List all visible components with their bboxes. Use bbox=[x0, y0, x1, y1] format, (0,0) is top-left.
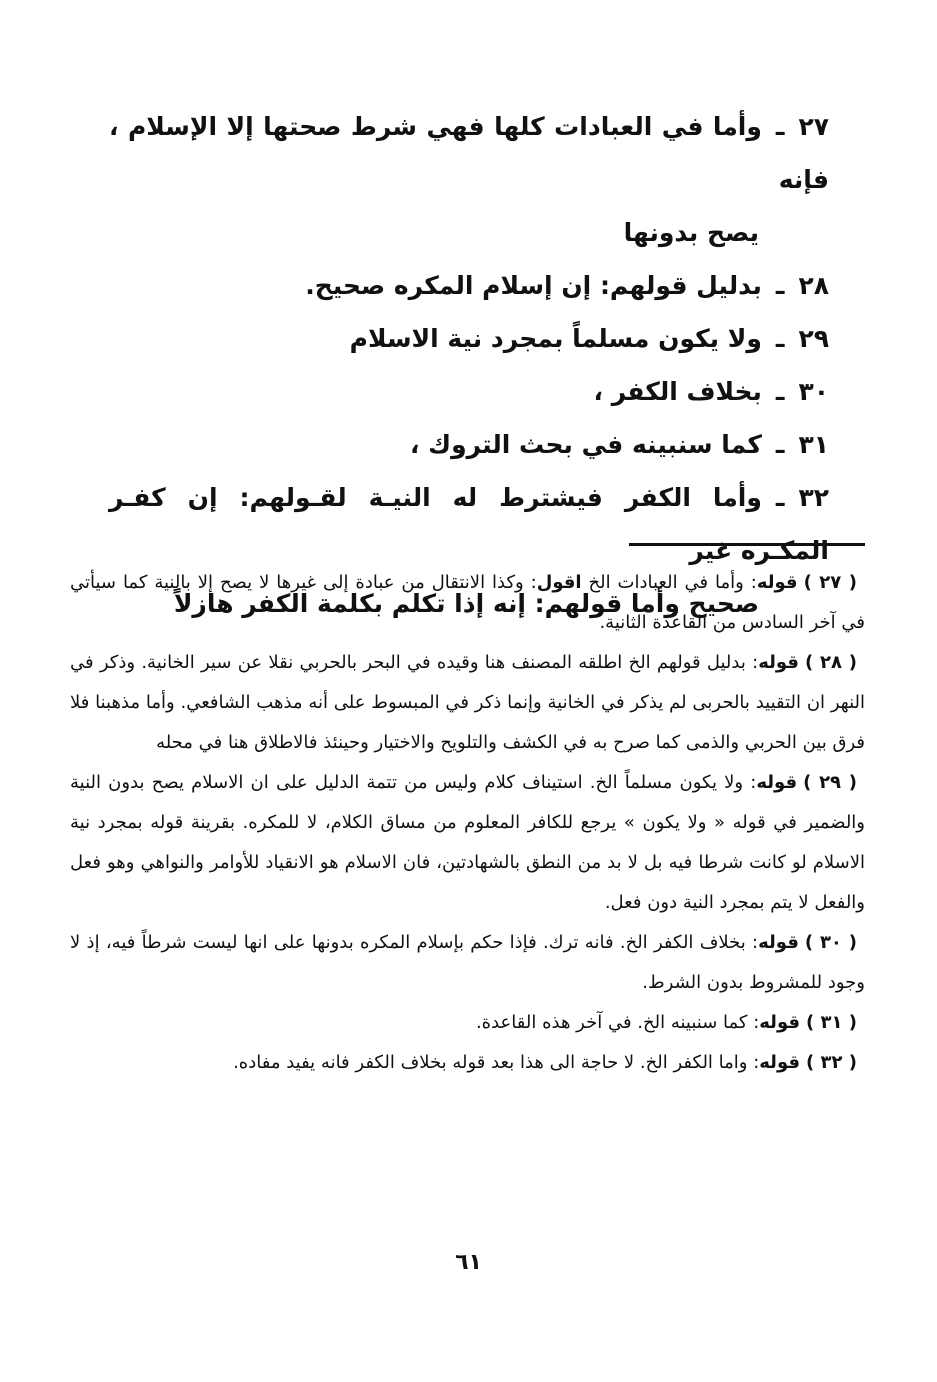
footnote-text: : كما سنبينه الخ. في آخر هذه القاعدة. bbox=[475, 1012, 760, 1033]
footnote-keyword: قوله bbox=[758, 932, 799, 953]
footnote-keyword: قوله bbox=[759, 1052, 801, 1073]
footnote-keyword: قوله bbox=[756, 572, 798, 593]
item-text: بخلاف الكفر ، bbox=[593, 377, 762, 406]
item-number: ٣٠ bbox=[798, 377, 829, 406]
footnotes bbox=[70, 563, 865, 1083]
item-number: ٢٧ bbox=[798, 112, 829, 141]
footnote-text: : وأما في العبادات الخ bbox=[581, 572, 757, 593]
item-dash: ـ bbox=[775, 483, 785, 512]
item-continuation: يصح بدونها bbox=[623, 218, 759, 247]
footnote-keyword: قوله bbox=[758, 652, 799, 673]
footnote-number: ( ٣٠ ) bbox=[804, 932, 857, 953]
item-dash: ـ bbox=[775, 377, 785, 406]
footnote-number: ( ٢٩ ) bbox=[803, 772, 857, 793]
item-dash: ـ bbox=[775, 430, 785, 459]
item-number: ٢٩ bbox=[798, 324, 829, 353]
main-item-30 bbox=[109, 365, 829, 418]
footnote-32 bbox=[70, 1043, 865, 1083]
main-item-31 bbox=[109, 418, 829, 471]
footnote-text: : واما الكفر الخ. لا حاجة الى هذا بعد قوله بخلاف الكفر فانه يفيد مفاده. bbox=[233, 1052, 760, 1073]
footnote-number: ( ٢٧ ) bbox=[803, 572, 857, 593]
item-number: ٣٢ bbox=[798, 483, 829, 512]
footnote-number: ( ٣١ ) bbox=[806, 1012, 857, 1033]
footnote-number: ( ٣٢ ) bbox=[806, 1052, 857, 1073]
footnote-31 bbox=[70, 1003, 865, 1043]
item-number: ٢٨ bbox=[798, 271, 829, 300]
item-continuation: صحيح وأما قولهم: إنه إذا تكلم بكلمة الكفر هازلاً bbox=[173, 589, 759, 618]
item-dash: ـ bbox=[775, 324, 785, 353]
footnote-27 bbox=[70, 563, 865, 643]
main-item-27 bbox=[109, 100, 829, 259]
footnote-number: ( ٢٨ ) bbox=[804, 652, 857, 673]
footnote-text-2: : وكذا الانتقال من عبادة إلى غيرها لا يصح إلا بالنية كما سيأتي في آخر السادس من القاعدة الثانية. bbox=[70, 572, 865, 633]
footnote-text: : ولا يكون مسلماً الخ. استيناف كلام وليس من تتمة الدليل على ان الاسلام يصح بدون النية والضمير في قوله « ولا يكون » يرجع للكافر المعلوم من مساق الكلام، لا للمكره. بقرينة قوله بمجرد نية الاسلام لو كانت شرطا فيه بل لا بد من النطق بالشهادتين، فان الاسلام هو الانقياد للأوامر والنواهي وهو فعل والفعل لا يتم بمجرد النية دون فعل. bbox=[70, 772, 865, 913]
item-text: كما سنبينه في بحث التروك ، bbox=[409, 430, 762, 459]
item-text: وأما الكفر فيشترط له النيـة لقـولهم: إن كفـر المكـره غير bbox=[109, 483, 829, 565]
footnote-29 bbox=[70, 763, 865, 923]
footnote-text: : بخلاف الكفر الخ. فانه ترك. فإذا حكم بإسلام المكره بدونها على انها ليست شرطاً فيه، إذ لا وجود للمشروط بدون الشرط. bbox=[70, 932, 865, 993]
footnote-keyword: قوله bbox=[756, 772, 798, 793]
item-dash: ـ bbox=[775, 112, 785, 141]
main-text bbox=[109, 100, 829, 630]
page-number: ٦١ bbox=[455, 1250, 482, 1275]
footnote-30 bbox=[70, 923, 865, 1003]
footnote-text: : بدليل قولهم الخ اطلقه المصنف هنا وقيده في البحر بالحربي نقلا عن سير الخانية. وذكر في النهر ان التقييد بالحربى لم يذكر في الخانية وإنما ذكر في المبسوط على أنه مذهب الشافعي. وأما مذهبنا فلا فرق بين الحربي والذمى كما صرح به في الكشف والتلويح والاختيار وحينئذ فالاطلاق هنا في محله bbox=[70, 652, 865, 753]
item-text: ولا يكون مسلماً بمجرد نية الاسلام bbox=[349, 324, 762, 353]
footnote-keyword-2: اقول bbox=[536, 572, 582, 593]
main-item-28 bbox=[109, 259, 829, 312]
footnote-keyword: قوله bbox=[759, 1012, 801, 1033]
footnote-28 bbox=[70, 643, 865, 763]
item-text: بدليل قولهم: إن إسلام المكره صحيح. bbox=[305, 271, 762, 300]
footnote-divider bbox=[629, 543, 865, 546]
item-text: وأما في العبادات كلها فهي شرط صحتها إلا الإسلام ، فإنه bbox=[109, 112, 829, 194]
item-dash: ـ bbox=[775, 271, 785, 300]
item-number: ٣١ bbox=[798, 430, 829, 459]
main-item-29 bbox=[109, 312, 829, 365]
